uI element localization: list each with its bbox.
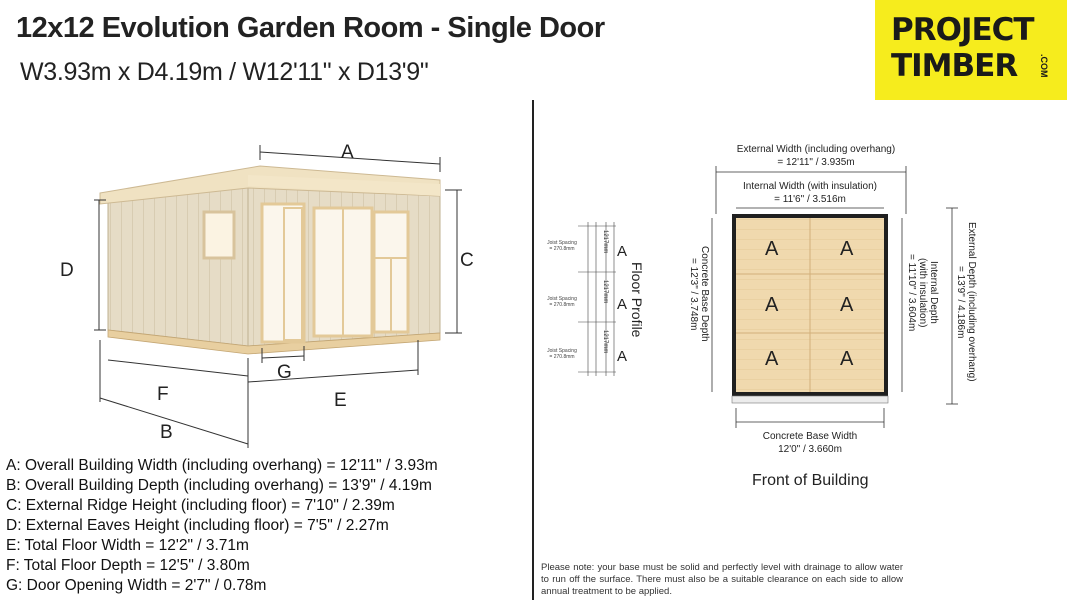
joist-height-3: 1217mm (602, 330, 608, 354)
label-F: F (157, 384, 169, 405)
plan-panel-label: A (765, 238, 779, 260)
garden-room-illustration (100, 166, 440, 354)
joist-spacing-2: Joist Spacing = 270.8mm (547, 296, 577, 308)
plan-panel-label: A (840, 238, 854, 260)
external-width-label: External Width (including overhang) (736, 144, 896, 155)
internal-depth: Internal Depth (with insulation) = 11'10" / 3.604m (906, 254, 939, 332)
front-of-building-label: Front of Building (752, 472, 869, 489)
base-note: Please note: your base must be solid and perfectly level with drainage to allow water to run off the surface. There must also be a suitable clearance on each side to allow annual treatment to be applied. (541, 562, 903, 597)
spec-item: G: Door Opening Width = 2'7" / 0.78m (6, 577, 267, 594)
plan-panel-label: A (765, 294, 779, 316)
concrete-base-width-value: 12'0" / 3.660m (778, 444, 842, 455)
joist-spacing-3: Joist Spacing = 270.8mm (547, 348, 577, 360)
label-E: E (334, 390, 347, 411)
internal-width-value: = 11'6" / 3.516m (774, 194, 846, 205)
plan-panel-label: A (765, 348, 779, 370)
dimension-specs (6, 456, 438, 596)
joist-height-1: 1217mm (602, 230, 608, 254)
spec-item: F: Total Floor Depth = 12'5" / 3.80m (6, 557, 250, 574)
spec-item: D: External Eaves Height (including floor) = 7'5" / 2.27m (6, 517, 389, 534)
profile-label-2: A (617, 296, 628, 313)
floor-profile-title: Floor Profile (629, 262, 645, 338)
joist-spacing-1: Joist Spacing = 270.8mm (547, 240, 577, 252)
joist-height-2: 1217mm (602, 280, 608, 304)
spec-item: B: Overall Building Depth (including overhang) = 13'9" / 4.19m (6, 477, 432, 494)
page-title: 12x12 Evolution Garden Room - Single Door (16, 12, 605, 44)
internal-width-label: Internal Width (with insulation) (743, 181, 877, 192)
logo-line-2: TIMBER (891, 48, 1018, 84)
label-A: A (341, 142, 354, 163)
profile-label-3: A (617, 348, 628, 365)
spec-item: C: External Ridge Height (including floor) = 7'10" / 2.39m (6, 497, 395, 514)
external-depth: External Depth (including overhang) = 13'9" / 4.186m (955, 222, 977, 382)
concrete-base-width-label: Concrete Base Width (762, 431, 858, 442)
page-subtitle: W3.93m x D4.19m / W12'11" x D13'9" (20, 58, 429, 86)
label-B: B (160, 422, 173, 443)
label-C: C (460, 250, 474, 271)
floor-plan (732, 214, 888, 403)
spec-item: E: Total Floor Width = 12'2" / 3.71m (6, 537, 249, 554)
plan-panel-label: A (840, 348, 854, 370)
concrete-base-depth: Concrete Base Depth = 12'3" / 3.748m (688, 246, 710, 342)
label-G: G (277, 362, 292, 383)
profile-label-1: A (617, 243, 628, 260)
spec-item: A: Overall Building Width (including overhang) = 12'11" / 3.93m (6, 457, 438, 474)
external-width-value: = 12'11" / 3.935m (777, 157, 855, 168)
logo-line-1: PROJECT (891, 12, 1034, 48)
label-D: D (60, 260, 74, 281)
logo-suffix: .COM (1039, 54, 1049, 78)
plan-panel-label: A (840, 294, 854, 316)
